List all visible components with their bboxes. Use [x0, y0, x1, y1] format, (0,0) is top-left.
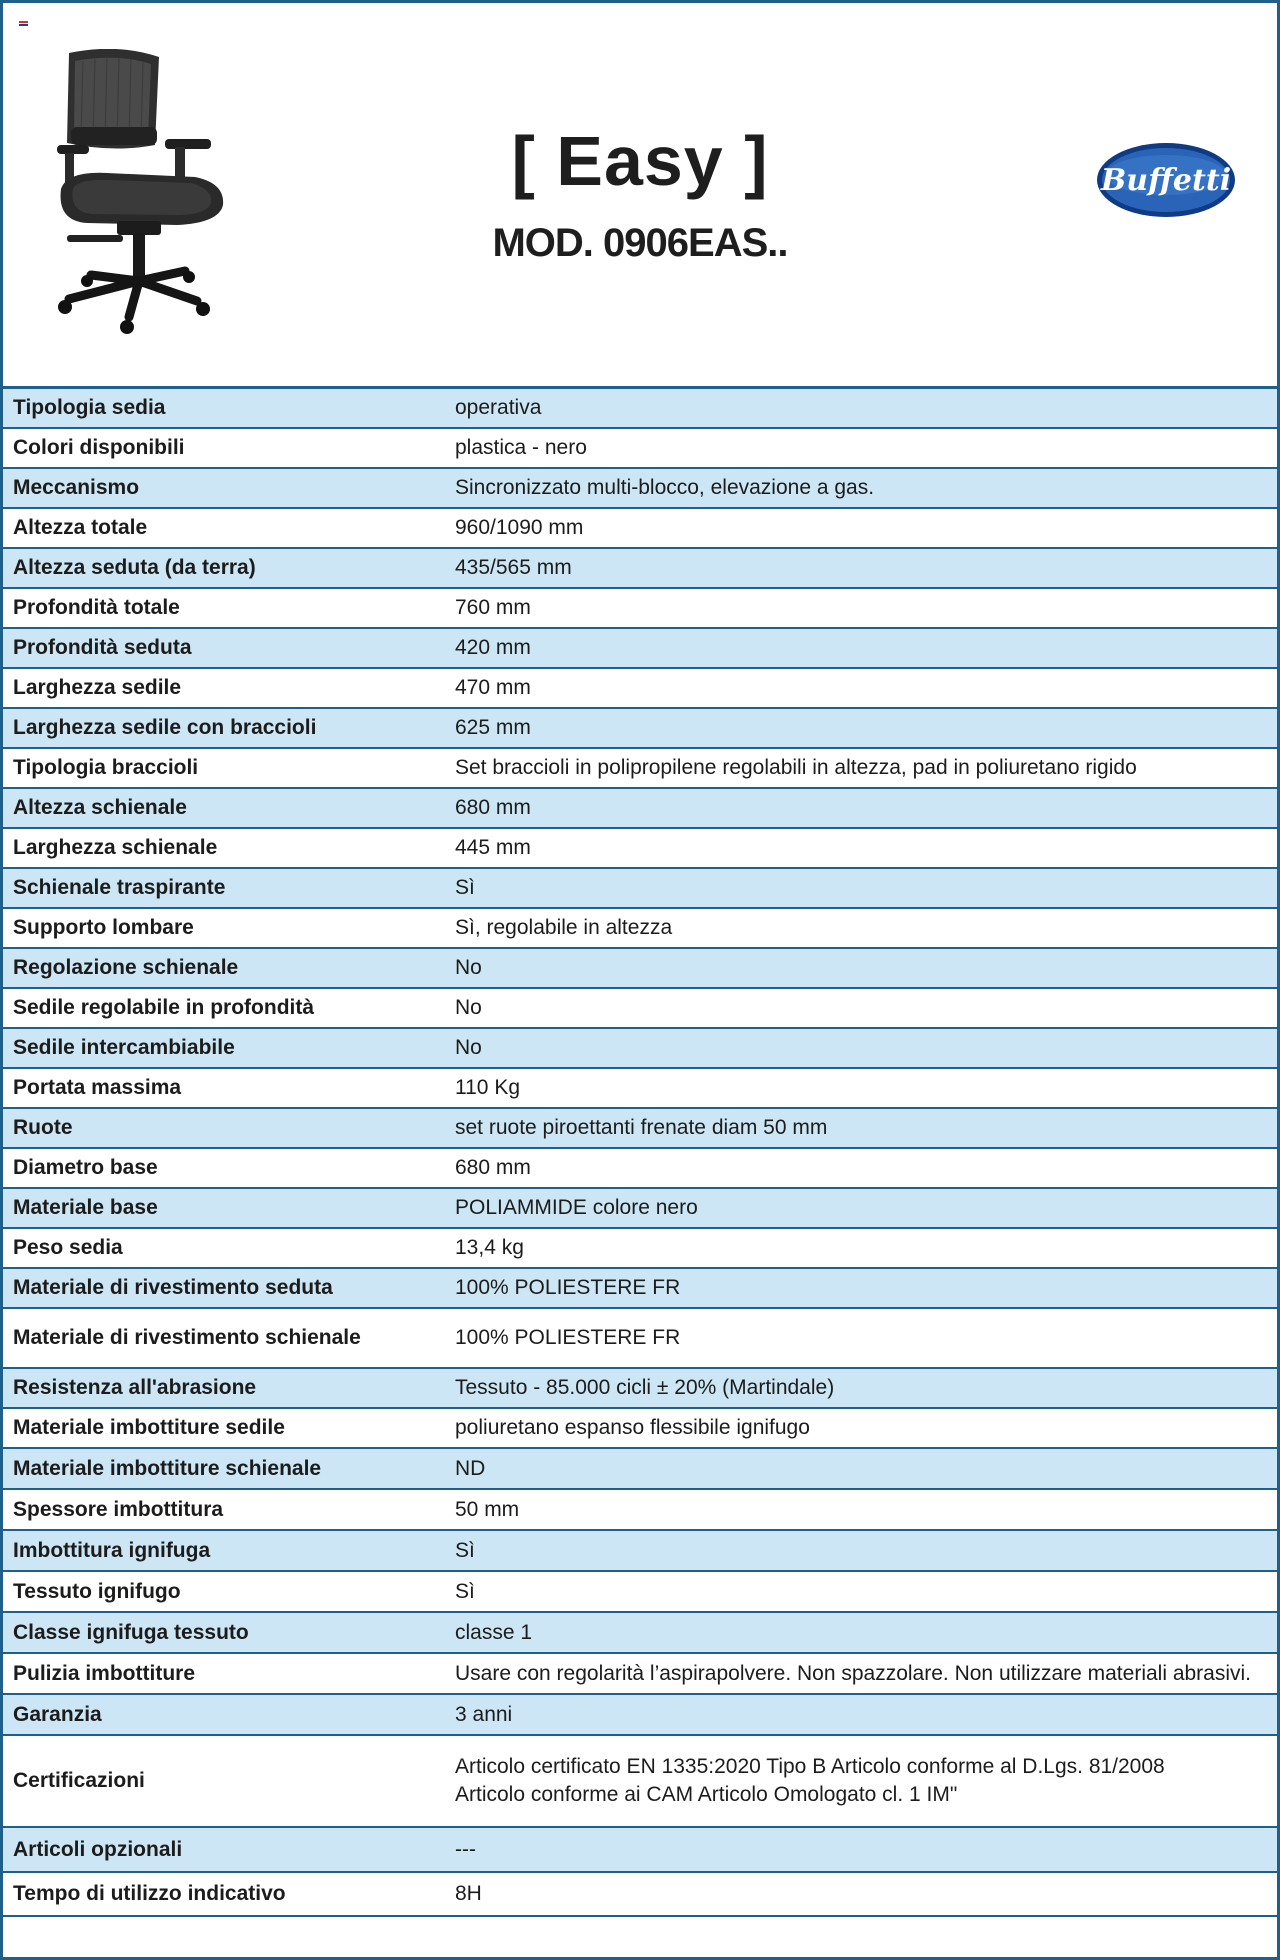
spec-row — [3, 468, 1277, 508]
spec-label: Classe ignifuga tessuto — [3, 1612, 437, 1653]
spec-label: Profondità seduta — [3, 628, 437, 668]
spec-label: Colori disponibili — [3, 428, 437, 468]
spec-value: No — [437, 1028, 1277, 1068]
spec-value: 470 mm — [437, 668, 1277, 708]
spec-value: operativa — [437, 389, 1277, 428]
spec-row — [3, 1653, 1277, 1694]
spec-row — [3, 1612, 1277, 1653]
spec-label: Materiale imbottiture schienale — [3, 1448, 437, 1489]
italian-flag-icon — [19, 21, 28, 28]
spec-label: Materiale di rivestimento seduta — [3, 1268, 437, 1308]
spec-label: Materiale imbottiture sedile — [3, 1408, 437, 1448]
spec-value: ND — [437, 1448, 1277, 1489]
spec-label: Altezza totale — [3, 508, 437, 548]
spec-value: --- — [437, 1827, 1277, 1872]
spec-label: Tipologia sedia — [3, 389, 437, 428]
spec-value: No — [437, 988, 1277, 1028]
spec-value: 50 mm — [437, 1489, 1277, 1530]
spec-row — [3, 1368, 1277, 1408]
spec-row — [3, 1268, 1277, 1308]
spec-row — [3, 1068, 1277, 1108]
spec-value: Sì — [437, 868, 1277, 908]
spec-label: Portata massima — [3, 1068, 437, 1108]
spec-label: Sedile regolabile in profondità — [3, 988, 437, 1028]
buffetti-logo — [1095, 141, 1237, 219]
spec-value: poliuretano espanso flessibile ignifugo — [437, 1408, 1277, 1448]
spec-label: Tipologia braccioli — [3, 748, 437, 788]
spec-row — [3, 389, 1277, 428]
svg-text:Buffetti: Buffetti — [1100, 163, 1232, 198]
spec-row — [3, 1694, 1277, 1735]
spec-label: Larghezza sedile con braccioli — [3, 708, 437, 748]
spec-value: 445 mm — [437, 828, 1277, 868]
spec-row — [3, 428, 1277, 468]
spec-value: plastica - nero — [437, 428, 1277, 468]
spec-value: No — [437, 948, 1277, 988]
spec-label: Ruote — [3, 1108, 437, 1148]
spec-value: 8H — [437, 1872, 1277, 1916]
spec-value: Usare con regolarità l’aspirapolvere. Non spazzolare. Non utilizzare materiali abrasivi. — [437, 1653, 1277, 1694]
spec-row — [3, 1188, 1277, 1228]
spec-label: Diametro base — [3, 1148, 437, 1188]
spec-row — [3, 548, 1277, 588]
spec-label: Materiale base — [3, 1188, 437, 1228]
spec-label: Larghezza sedile — [3, 668, 437, 708]
spec-label: Articoli opzionali — [3, 1827, 437, 1872]
spec-row — [3, 868, 1277, 908]
spec-label: Schienale traspirante — [3, 868, 437, 908]
spec-label: Tempo di utilizzo indicativo — [3, 1872, 437, 1916]
spec-row — [3, 828, 1277, 868]
spec-value: 420 mm — [437, 628, 1277, 668]
spec-row — [3, 1530, 1277, 1571]
spec-label: Profondità totale — [3, 588, 437, 628]
spec-value: Articolo certificato EN 1335:2020 Tipo B Articolo conforme al D.Lgs. 81/2008 Articolo conforme ai CAM Articolo Omologato cl. 1 IM" — [437, 1735, 1277, 1827]
spec-label: Imbottitura ignifuga — [3, 1530, 437, 1571]
spec-value: Set braccioli in polipropilene regolabili in altezza, pad in poliuretano rigido — [437, 748, 1277, 788]
spec-value: 680 mm — [437, 1148, 1277, 1188]
spec-value: Sì, regolabile in altezza — [437, 908, 1277, 948]
spec-value: 625 mm — [437, 708, 1277, 748]
spec-value: Sì — [437, 1571, 1277, 1612]
spec-row — [3, 628, 1277, 668]
spec-value: Tessuto - 85.000 cicli ± 20% (Martindale) — [437, 1368, 1277, 1408]
spec-row — [3, 748, 1277, 788]
spec-label: Tessuto ignifugo — [3, 1571, 437, 1612]
spec-label: Supporto lombare — [3, 908, 437, 948]
spec-row — [3, 708, 1277, 748]
spec-row — [3, 1228, 1277, 1268]
spec-value: 760 mm — [437, 588, 1277, 628]
spec-value: 435/565 mm — [437, 548, 1277, 588]
spec-row — [3, 1148, 1277, 1188]
spec-label: Larghezza schienale — [3, 828, 437, 868]
spec-row — [3, 788, 1277, 828]
spec-value: 100% POLIESTERE FR — [437, 1268, 1277, 1308]
spec-label: Altezza seduta (da terra) — [3, 548, 437, 588]
spec-label: Garanzia — [3, 1694, 437, 1735]
spec-value: 100% POLIESTERE FR — [437, 1308, 1277, 1368]
spec-value: 3 anni — [437, 1694, 1277, 1735]
spec-label: Meccanismo — [3, 468, 437, 508]
spec-row — [3, 1571, 1277, 1612]
product-title: [ Easy ] — [511, 122, 769, 200]
spec-label: Materiale di rivestimento schienale — [3, 1308, 437, 1368]
spec-label: Resistenza all'abrasione — [3, 1368, 437, 1408]
spec-label: Regolazione schienale — [3, 948, 437, 988]
spec-value: Sincronizzato multi-blocco, elevazione a gas. — [437, 468, 1277, 508]
spec-row — [3, 668, 1277, 708]
spec-row — [3, 1108, 1277, 1148]
spec-value: POLIAMMIDE colore nero — [437, 1188, 1277, 1228]
spec-row — [3, 1308, 1277, 1368]
spec-row — [3, 988, 1277, 1028]
spec-value: 13,4 kg — [437, 1228, 1277, 1268]
spec-row — [3, 588, 1277, 628]
spec-value: 110 Kg — [437, 1068, 1277, 1108]
spec-row — [3, 1489, 1277, 1530]
spec-value: Sì — [437, 1530, 1277, 1571]
spec-row — [3, 1408, 1277, 1448]
spec-label: Peso sedia — [3, 1228, 437, 1268]
spec-value: 680 mm — [437, 788, 1277, 828]
spec-row — [3, 1028, 1277, 1068]
spec-value: 960/1090 mm — [437, 508, 1277, 548]
spec-value: set ruote piroettanti frenate diam 50 mm — [437, 1108, 1277, 1148]
product-model: MOD. 0906EAS.. — [492, 221, 788, 265]
spec-row — [3, 1448, 1277, 1489]
specs-table — [3, 389, 1277, 1917]
spec-label: Sedile intercambiabile — [3, 1028, 437, 1068]
spec-label: Spessore imbottitura — [3, 1489, 437, 1530]
spec-label: Altezza schienale — [3, 788, 437, 828]
spec-label: Pulizia imbottiture — [3, 1653, 437, 1694]
spec-row — [3, 508, 1277, 548]
spec-row — [3, 908, 1277, 948]
spec-row — [3, 1735, 1277, 1827]
spec-value: classe 1 — [437, 1612, 1277, 1653]
spec-row — [3, 948, 1277, 988]
spec-row — [3, 1872, 1277, 1916]
header — [3, 3, 1277, 389]
spec-row — [3, 1827, 1277, 1872]
spec-label: Certificazioni — [3, 1735, 437, 1827]
